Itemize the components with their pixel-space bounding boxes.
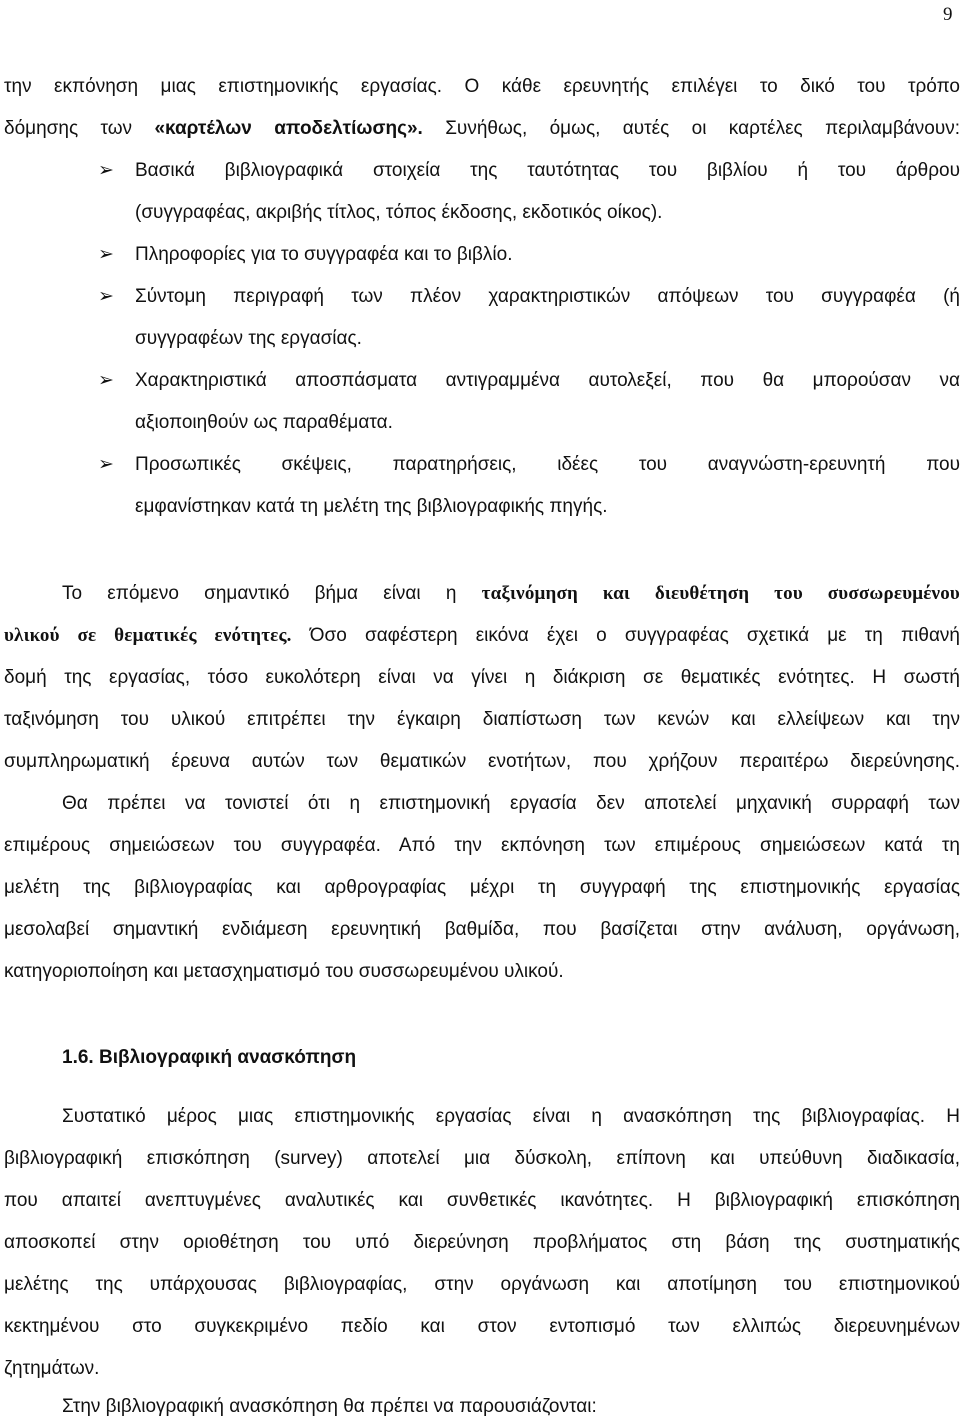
arrow-bullet-icon: ➢ bbox=[98, 160, 114, 181]
paragraph-line: την εκπόνηση μιας επιστημονικής εργασίας. Ο κάθε ερευνητής επιλέγει το δικό του τρόπο bbox=[4, 76, 960, 97]
paragraph-line: Θα πρέπει να τονιστεί ότι η επιστημονική εργασία δεν αποτελεί μηχανική συρραφή των bbox=[62, 793, 960, 814]
list-item-continuation: αξιοποιηθούν ως παραθέματα. bbox=[135, 412, 393, 433]
paragraph-line: ταξινόμηση του υλικού επιτρέπει την έγκαιρη διαπίστωση των κενών και ελλείψεων και την bbox=[4, 709, 960, 730]
bold-term: ταξινόμηση και διευθέτηση του συσσωρευμένου bbox=[481, 583, 960, 604]
paragraph-line: βιβλιογραφική επισκόπηση (survey) αποτελεί μια δύσκολη, επίπονη και υπεύθυνη διαδικασία, bbox=[4, 1148, 960, 1169]
synthesis-paragraph bbox=[4, 783, 960, 993]
paragraph-line: Στην βιβλιογραφική ανασκόπηση θα πρέπει να παρουσιάζονται: bbox=[62, 1396, 597, 1417]
page-number: 9 bbox=[943, 4, 953, 25]
paragraph-line: που απαιτεί ανεπτυγμένες αναλυτικές και συνθετικές ικανότητες. Η βιβλιογραφική επισκόπηση bbox=[4, 1190, 960, 1211]
list-item: ➢ Προσωπικές σκέψεις, παρατηρήσεις, ιδέες του αναγνώστη-ερευνητή που bbox=[4, 444, 960, 486]
paragraph-line: αποσκοπεί στην οριοθέτηση του υπό διερεύνηση προβλήματος στη βάση της συστηματικής bbox=[4, 1232, 960, 1253]
paragraph-line: ζητημάτων. bbox=[4, 1358, 100, 1379]
list-item-continuation: (συγγραφέας, ακριβής τίτλος, τόπος έκδοσης, εκδοτικός οίκος). bbox=[135, 202, 663, 223]
bold-term: υλικού σε θεματικές ενότητες. bbox=[4, 625, 292, 646]
section-heading bbox=[4, 1037, 960, 1079]
closing-paragraph bbox=[4, 1386, 960, 1428]
paragraph-line: μελέτη της βιβλιογραφίας και αρθρογραφίας μέχρι τη συγγραφή της επιστημονικής εργασίας bbox=[4, 877, 960, 898]
paragraph-line: Συστατικό μέρος μιας επιστημονικής εργασίας είναι η ανασκόπηση της βιβλιογραφίας. Η bbox=[62, 1106, 960, 1127]
paragraph-line: Το επόμενο σημαντικό βήμα είναι η ταξινόμηση και διευθέτηση του συσσωρευμένου bbox=[62, 583, 960, 604]
list-item: ➢ Βασικά βιβλιογραφικά στοιχεία της ταυτότητας του βιβλίου ή του άρθρου bbox=[4, 150, 960, 192]
review-paragraph bbox=[4, 1096, 960, 1390]
paragraph-line: κατηγοριοποίηση και μετασχηματισμό του συσσωρευμένου υλικού. bbox=[4, 961, 564, 982]
list-item: ➢ Χαρακτηριστικά αποσπάσματα αντιγραμμένα αυτολεξεί, που θα μπορούσαν να bbox=[4, 360, 960, 402]
paragraph-line: υλικού σε θεματικές ενότητες. Όσο σαφέστερη εικόνα έχει ο συγγραφέας σχετικά με τη πιθανή bbox=[4, 625, 960, 646]
paragraph-line: δόμησης των «καρτέλων αποδελτίωσης». Συνήθως, όμως, αυτές οι καρτέλες περιλαμβάνουν: bbox=[4, 118, 960, 139]
section-title: Βιβλιογραφική ανασκόπηση bbox=[98, 1047, 357, 1068]
paragraph-line: συμπληρωματική έρευνα αυτών των θεματικών ενοτήτων, που χρήζουν περαιτέρω διερεύνησης. bbox=[4, 751, 960, 772]
arrow-bullet-icon: ➢ bbox=[98, 370, 114, 391]
section-number: 1.6. bbox=[62, 1047, 94, 1068]
paragraph-line: κεκτημένου στο συγκεκριμένο πεδίο και στον εντοπισμό των ελλιπώς διερευνημένων bbox=[4, 1316, 960, 1337]
bold-term: «καρτέλων αποδελτίωσης». bbox=[154, 118, 423, 139]
list-item: ➢ Πληροφορίες για το συγγραφέα και το βιβλίο. bbox=[4, 234, 960, 276]
card-contents-section bbox=[4, 66, 960, 528]
arrow-bullet-icon: ➢ bbox=[98, 244, 114, 265]
arrow-bullet-icon: ➢ bbox=[98, 286, 114, 307]
paragraph-line: μεσολαβεί σημαντική ενδιάμεση ερευνητική βαθμίδα, που βασίζεται στην ανάλυση, οργάνωση, bbox=[4, 919, 960, 940]
paragraph-line: μελέτης της υπάρχουσας βιβλιογραφίας, στην οργάνωση και αποτίμηση του επιστημονικού bbox=[4, 1274, 960, 1295]
classification-paragraph bbox=[4, 573, 960, 783]
paragraph-line: δομή της εργασίας, τόσο ευκολότερη είναι να γίνει η διάκριση σε θεματικές ενότητες. Η σωστή bbox=[4, 667, 960, 688]
paragraph-line: επιμέρους σημειώσεων του συγγραφέα. Από την εκπόνηση των επιμέρους σημειώσεων κατά τη bbox=[4, 835, 960, 856]
arrow-bullet-icon: ➢ bbox=[98, 454, 114, 475]
list-item: ➢ Σύντομη περιγραφή των πλέον χαρακτηριστικών απόψεων του συγγραφέα (ή bbox=[4, 276, 960, 318]
list-item-continuation: συγγραφέων της εργασίας. bbox=[135, 328, 362, 349]
list-item-continuation: εμφανίστηκαν κατά τη μελέτη της βιβλιογραφικής πηγής. bbox=[135, 496, 608, 517]
